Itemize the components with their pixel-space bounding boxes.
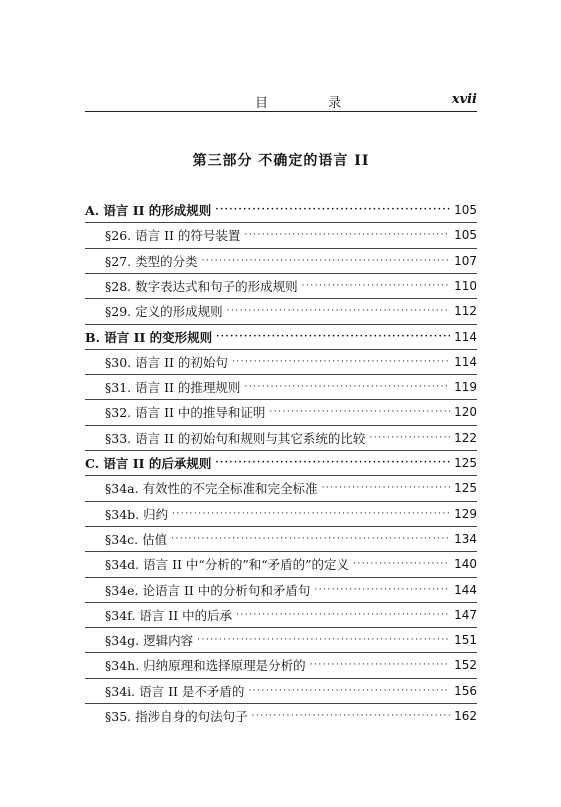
toc-entry[interactable]	[85, 477, 477, 499]
dot-leader	[244, 230, 450, 240]
dot-leader	[202, 256, 450, 266]
toc-entry[interactable]	[85, 401, 477, 423]
toc-entry-label: A. 语言 II 的形成规则	[85, 203, 212, 218]
toc-entry-page: 120	[454, 405, 477, 420]
toc-entry-page: 114	[454, 354, 477, 369]
header-page-number: xvii	[451, 92, 477, 107]
toc-entry[interactable]	[85, 224, 477, 246]
toc-entry-label: §27. 类型的分类	[105, 253, 198, 269]
dot-leader	[248, 686, 450, 696]
header-title: 目 录	[255, 96, 370, 111]
toc-entry-label: §34e. 论语言 II 中的分析句和矛盾句	[105, 582, 311, 598]
toc-entry-label: §34c. 估值	[105, 531, 168, 547]
toc-entry-page: 156	[454, 683, 477, 698]
dot-leader	[232, 357, 450, 367]
toc-divider	[85, 501, 477, 502]
toc-entry-page: 112	[454, 304, 477, 319]
toc-entry[interactable]	[85, 300, 477, 322]
dot-leader	[302, 281, 450, 291]
toc-entry[interactable]	[85, 351, 477, 373]
dot-leader	[269, 407, 450, 417]
toc-entry-label: §34a. 有效性的不完全标准和完全标准	[105, 481, 318, 497]
dot-leader	[310, 660, 450, 670]
toc-entry-label: §31. 语言 II 的推理规则	[105, 380, 241, 396]
toc-entry-label: §33. 语言 II 的初始句和规则与其它系统的比较	[105, 430, 366, 446]
toc-section-entry[interactable]	[85, 326, 477, 348]
dot-leader	[171, 534, 450, 544]
toc-divider	[85, 248, 477, 249]
dot-leader	[353, 559, 450, 569]
dot-leader	[215, 205, 450, 215]
dot-leader	[216, 332, 450, 342]
toc-entry-page: 107	[454, 253, 477, 268]
toc-entry-page: 125	[454, 456, 477, 470]
toc-entry[interactable]	[85, 427, 477, 449]
toc-divider	[85, 222, 477, 223]
toc-entry[interactable]	[85, 275, 477, 297]
toc-divider	[85, 450, 477, 451]
toc-divider	[85, 475, 477, 476]
part-title: 第三部分 不确定的语言 II	[192, 153, 370, 169]
toc-entry-page: 140	[454, 557, 477, 572]
dot-leader	[322, 483, 451, 493]
toc-divider	[85, 273, 477, 274]
toc-divider	[85, 399, 477, 400]
toc-entry-label: §28. 数字表达式和句子的形成规则	[105, 278, 298, 294]
toc-entry[interactable]	[85, 705, 477, 727]
toc-divider	[85, 577, 477, 578]
toc-entry-label: §26. 语言 II 的符号装置	[105, 228, 241, 244]
toc-entry-label: §34f. 语言 II 中的后承	[105, 607, 233, 623]
toc-entry[interactable]	[85, 579, 477, 601]
toc-entry-label: §34i. 语言 II 是不矛盾的	[105, 683, 245, 699]
dot-leader	[252, 711, 450, 721]
toc-section-entry[interactable]	[85, 199, 477, 221]
toc-entry-page: 151	[454, 633, 477, 648]
toc-section-entry[interactable]	[85, 452, 477, 474]
toc-entry-label: §32. 语言 II 中的推导和证明	[105, 405, 266, 421]
toc-entry-page: 110	[454, 278, 477, 293]
toc-entry-page: 105	[454, 203, 477, 217]
dot-leader	[215, 458, 450, 468]
toc-divider	[85, 425, 477, 426]
toc-entry[interactable]	[85, 376, 477, 398]
toc-divider	[85, 298, 477, 299]
toc-entry[interactable]	[85, 604, 477, 626]
toc-divider	[85, 324, 477, 325]
toc-entry[interactable]	[85, 629, 477, 651]
toc-entry[interactable]	[85, 503, 477, 525]
toc-divider	[85, 526, 477, 527]
toc-entry-label: §34h. 归纳原理和选择原理是分析的	[105, 658, 306, 674]
toc-divider	[85, 602, 477, 603]
toc-divider	[85, 349, 477, 350]
toc-entry-page: 144	[454, 582, 477, 597]
toc-entry-label: §29. 定义的形成规则	[105, 304, 223, 320]
toc-divider	[85, 678, 477, 679]
dot-leader	[197, 635, 450, 645]
toc-entry-page: 105	[454, 228, 477, 243]
header-rule	[85, 111, 477, 112]
toc-entry-page: 147	[454, 607, 477, 622]
toc-entry-page: 122	[454, 430, 477, 445]
toc-entry-page: 162	[454, 709, 477, 723]
dot-leader	[236, 610, 450, 620]
toc-entry-label: C. 语言 II 的后承规则	[85, 456, 212, 471]
toc-entry-page: 134	[454, 531, 477, 546]
toc-entry[interactable]	[85, 680, 477, 702]
toc-divider	[85, 551, 477, 552]
toc-entry-label: §34g. 逻辑内容	[105, 633, 194, 649]
toc-entry-label: B. 语言 II 的变形规则	[85, 329, 213, 345]
toc-entry-label: §30. 语言 II 的初始句	[105, 354, 228, 370]
toc-entry-page: 129	[454, 506, 477, 521]
toc-divider	[85, 652, 477, 653]
toc-entry-page: 152	[454, 658, 477, 673]
toc-entry-label: §35. 指涉自身的句法句子	[105, 709, 248, 724]
toc-entry-page: 119	[454, 380, 477, 395]
toc-entry-page: 125	[454, 481, 477, 496]
dot-leader	[227, 306, 450, 316]
toc-divider	[85, 374, 477, 375]
toc-entry[interactable]	[85, 528, 477, 550]
dot-leader	[314, 585, 450, 595]
toc-entry-label: §34d. 语言 II 中“分析的”和“矛盾的”的定义	[105, 557, 349, 573]
running-header	[85, 92, 477, 110]
toc-entry[interactable]	[85, 553, 477, 575]
toc-divider	[85, 703, 477, 704]
toc-entry-label: §34b. 归约	[105, 506, 169, 522]
toc-entry[interactable]	[85, 654, 477, 676]
dot-leader	[369, 433, 450, 443]
toc-divider	[85, 627, 477, 628]
dot-leader	[172, 509, 450, 519]
toc-entry[interactable]	[85, 250, 477, 272]
dot-leader	[244, 382, 450, 392]
toc-entry-page: 114	[454, 329, 477, 344]
